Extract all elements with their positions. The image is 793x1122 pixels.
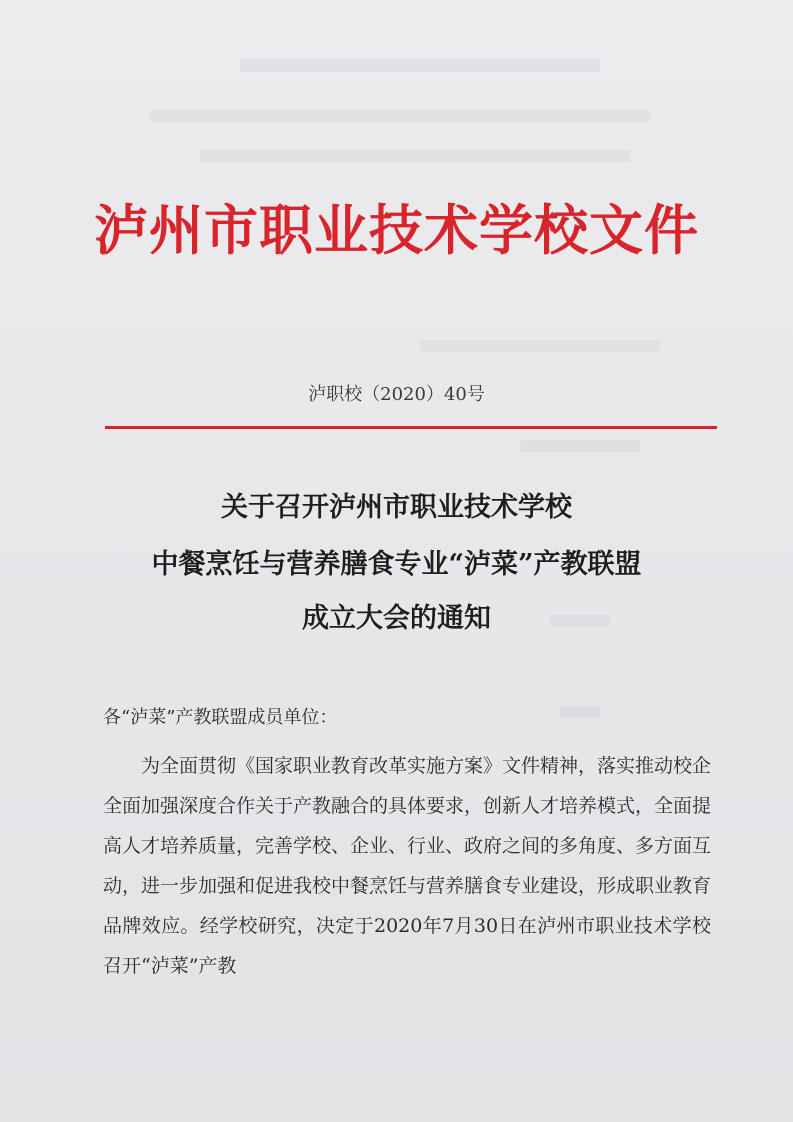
body-paragraph: 为全面贯彻《国家职业教育改革实施方案》文件精神，落实推动校企全面加强深度合作关于产教融合的具体要求，创新人才培养模式，全面提高人才培养质量，完善学校、企业、行业、政府之间的多角度、多方面互动，进一步加强和促进我校中餐烹饪与营养膳食专业建设，形成职业教育品牌效应。经学校研究，决定于2020年7月30日在泸州市职业技术学校召开“泸菜”产教	[103, 755, 712, 977]
paper-show-through	[560, 706, 600, 718]
notice-title-line: 成立大会的通知	[302, 603, 491, 634]
paper-show-through	[150, 110, 650, 122]
notice-title-line: 中餐烹饪与营养膳食专业“泸菜”产教联盟	[151, 549, 642, 580]
paper-show-through	[200, 150, 630, 162]
paper-show-through	[420, 340, 660, 352]
header-red-rule	[105, 426, 717, 429]
salutation: 各“泸菜”产教联盟成员单位：	[103, 707, 338, 728]
paper-show-through	[520, 440, 640, 452]
notice-title-line: 关于召开泸州市职业技术学校	[221, 492, 572, 523]
paper-show-through	[240, 58, 600, 72]
document-number: 泸职校（2020）40号	[308, 384, 485, 405]
document-header-title: 泸州市职业技术学校文件	[94, 198, 699, 262]
